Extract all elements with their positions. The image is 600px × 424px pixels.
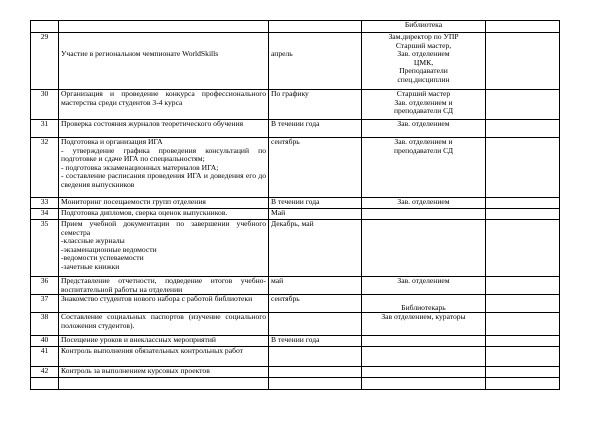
note-cell <box>486 367 560 378</box>
term-cell-line: апрель <box>271 49 293 59</box>
activity-cell-line: -экзаменационные ведомости <box>61 244 157 254</box>
activity-cell-line: Посещение уроков и внеклассных мероприятий <box>61 335 216 345</box>
activity-cell <box>59 347 269 367</box>
responsible-cell <box>362 347 486 367</box>
table-row <box>31 336 560 347</box>
responsible-cell-line <box>364 336 483 345</box>
term-cell-line: сентябрь <box>271 294 300 304</box>
responsible-cell-line: преподаватели СД <box>393 145 454 155</box>
row-number: 34 <box>31 209 59 220</box>
term-cell-line <box>271 347 359 356</box>
responsible-cell-line: Зав. отделением <box>397 197 450 206</box>
note-cell <box>486 21 560 33</box>
table-row <box>31 198 560 209</box>
term-cell-line: По графику <box>271 89 309 98</box>
term-cell <box>269 378 362 390</box>
note-cell <box>486 138 560 198</box>
responsible-cell-line <box>364 367 483 376</box>
row-number <box>31 21 59 33</box>
activity-cell <box>59 198 269 209</box>
activity-cell-line <box>61 21 266 30</box>
note-cell <box>486 209 560 220</box>
responsible-cell <box>362 378 486 390</box>
activity-cell <box>59 378 269 390</box>
term-cell <box>269 336 362 347</box>
activity-cell-line: Контроль выполнения обязательных контрольных работ <box>61 346 243 356</box>
term-cell <box>269 21 362 33</box>
activity-cell-line: Организация и проведение конкурса профессионального мастерства среди студентов 3-4 курса <box>61 89 266 107</box>
table-row <box>31 120 560 138</box>
activity-cell-line: -ведомости успеваемости <box>61 253 144 263</box>
responsible-cell <box>362 220 486 277</box>
responsible-cell-line: Старший мастер, <box>395 40 452 50</box>
activity-cell-line: - составление расписания проведения ИГА и доведения его до сведения выпускников <box>61 171 266 189</box>
activity-cell <box>59 295 269 313</box>
activity-cell-line: Контроль за выполнением курсовых проектов <box>61 366 210 376</box>
term-cell-line: Декабрь, май <box>271 219 314 228</box>
term-cell-line <box>271 21 359 30</box>
term-cell-line: В течении года <box>271 119 320 128</box>
responsible-cell-line <box>364 378 483 387</box>
table-row <box>31 378 560 390</box>
activity-cell-line: -зачетные книжки <box>61 261 120 271</box>
activity-cell-line: Проверка состояния журналов теоретического обучения <box>61 119 244 128</box>
term-cell <box>269 220 362 277</box>
activity-cell <box>59 209 269 220</box>
activity-cell-line: -классные журналы <box>61 236 125 246</box>
row-number: 42 <box>31 367 59 378</box>
row-number: 29 <box>31 33 59 90</box>
activity-cell <box>59 33 269 90</box>
note-cell <box>486 295 560 313</box>
responsible-cell <box>362 313 486 336</box>
table-row <box>31 313 560 336</box>
activity-cell-line: - утверждение графика проведения консультаций по подготовке и сдаче ИГА по специальностям; <box>61 145 266 164</box>
table-row <box>31 220 560 277</box>
activity-cell <box>59 138 269 198</box>
term-cell-line: В течении года <box>271 335 320 345</box>
term-cell <box>269 313 362 336</box>
responsible-cell-line: Библиотекарь <box>401 302 446 312</box>
term-cell <box>269 367 362 378</box>
term-cell <box>269 277 362 295</box>
note-cell <box>486 277 560 295</box>
responsible-cell <box>362 367 486 378</box>
term-cell-line <box>271 367 359 376</box>
note-cell <box>486 347 560 367</box>
row-number: 41 <box>31 347 59 367</box>
responsible-cell-line <box>364 209 483 218</box>
activity-cell <box>59 336 269 347</box>
responsible-cell <box>362 33 486 90</box>
table-row <box>31 138 560 198</box>
responsible-cell <box>362 138 486 198</box>
responsible-cell <box>362 90 486 120</box>
responsible-cell-line: преподаватели СД <box>393 106 454 116</box>
activity-cell-line: Подготовка и организация ИГА <box>61 137 163 146</box>
activity-cell <box>59 90 269 120</box>
responsible-cell-line: Зав отделением, кураторы <box>381 312 466 322</box>
responsible-cell <box>362 198 486 209</box>
term-cell <box>269 209 362 220</box>
term-cell <box>269 198 362 209</box>
note-cell <box>486 120 560 138</box>
responsible-cell-line <box>364 220 483 229</box>
responsible-cell-line: Старший мастер <box>396 89 451 98</box>
activity-cell <box>59 313 269 336</box>
responsible-cell-line: ЦМК, <box>413 57 434 67</box>
note-cell <box>486 313 560 336</box>
term-cell-line <box>271 33 359 42</box>
responsible-cell <box>362 120 486 138</box>
responsible-cell <box>362 21 486 33</box>
responsible-cell-line: Преподаватели <box>399 66 448 76</box>
row-number: 38 <box>31 313 59 336</box>
activity-cell-line: Участие в региональном чемпионате WorldSkills <box>61 49 219 59</box>
note-cell <box>486 336 560 347</box>
activity-cell <box>59 277 269 295</box>
term-cell-line <box>271 313 359 322</box>
term-cell <box>269 347 362 367</box>
table-row <box>31 367 560 378</box>
activity-cell-line: Составление социальных паспортов (изучение социального положения студентов). <box>61 312 266 330</box>
term-cell <box>269 138 362 198</box>
table-row <box>31 347 560 367</box>
responsible-cell-line: Зав. отделением и <box>394 97 453 107</box>
activity-cell <box>59 120 269 138</box>
responsible-cell-line: Зав. отделением <box>397 49 450 59</box>
term-cell-line: май <box>271 276 284 285</box>
row-number: 37 <box>31 295 59 313</box>
responsible-cell <box>362 295 486 313</box>
term-cell <box>269 33 362 90</box>
responsible-cell <box>362 209 486 220</box>
table-row <box>31 277 560 295</box>
responsible-cell-line: Библиотека <box>404 20 443 29</box>
note-cell <box>486 378 560 390</box>
activity-cell-line <box>61 378 266 387</box>
term-cell-line: В течении года <box>271 197 320 206</box>
activity-cell <box>59 21 269 33</box>
table-row <box>31 21 560 33</box>
row-number: 35 <box>31 220 59 277</box>
activity-cell-line: Представление отчетности, подведение итогов учебно-воспитательной работы на отделении <box>61 276 266 294</box>
responsible-cell-line: Зав. отделением и <box>394 137 453 146</box>
table-row <box>31 209 560 220</box>
note-cell <box>486 33 560 90</box>
row-number: 32 <box>31 138 59 198</box>
table-row <box>31 33 560 90</box>
table-row <box>31 90 560 120</box>
term-cell <box>269 90 362 120</box>
activity-cell <box>59 367 269 378</box>
responsible-cell-line: Зав. отделением <box>397 119 450 128</box>
row-number: 36 <box>31 277 59 295</box>
activity-cell-line: - подготовка экзаменационных материалов ИГА; <box>61 162 219 172</box>
responsible-cell <box>362 277 486 295</box>
activity-cell <box>59 220 269 277</box>
activity-cell-line: Подготовка дипломов, сверка оценок выпускников. <box>61 208 228 217</box>
responsible-cell-line: Зав. отделением <box>397 276 450 285</box>
activity-cell-line: Знакомство студентов нового набора с работой библиотеки <box>61 294 253 304</box>
row-number: 30 <box>31 90 59 120</box>
row-number: 33 <box>31 198 59 209</box>
term-cell-line: сентябрь <box>271 137 300 146</box>
term-cell-line <box>271 378 359 387</box>
activity-plan-table <box>30 20 560 390</box>
term-cell <box>269 120 362 138</box>
table-row <box>31 295 560 313</box>
term-cell-line: Май <box>271 208 286 217</box>
row-number <box>31 378 59 390</box>
note-cell <box>486 220 560 277</box>
note-cell <box>486 90 560 120</box>
responsible-cell-line: Зам.директор по УПР <box>388 32 459 41</box>
responsible-cell-line <box>364 347 483 356</box>
activity-cell-line <box>61 33 266 42</box>
term-cell <box>269 295 362 313</box>
row-number: 40 <box>31 336 59 347</box>
responsible-cell <box>362 336 486 347</box>
activity-cell-line: Прием учебной документации по завершении учебного семестра <box>61 219 266 237</box>
note-cell <box>486 198 560 209</box>
row-number: 31 <box>31 120 59 138</box>
responsible-cell-line: спец.дисциплин <box>397 74 450 84</box>
activity-cell-line: Мониторинг посещаемости групп отделения <box>61 197 206 206</box>
